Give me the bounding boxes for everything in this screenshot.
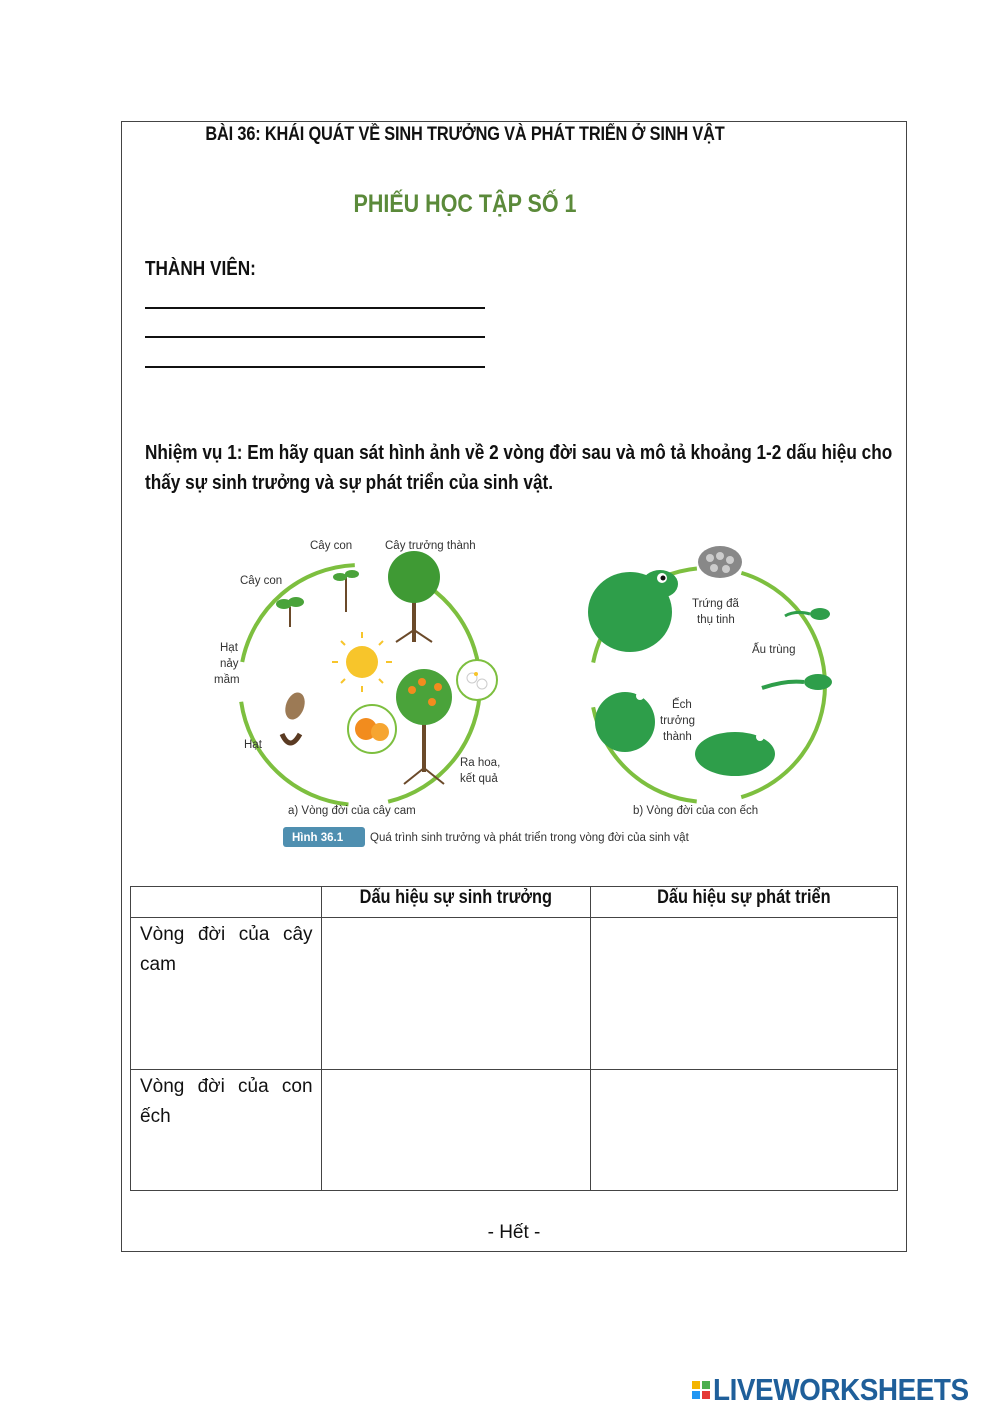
member-name-line-3[interactable] [145, 366, 485, 368]
life-cycle-figure [200, 522, 840, 852]
frog-eggs-icon [698, 546, 742, 578]
row-label-orange: Vòng đời của cây cam [131, 918, 322, 1070]
label-adult-1: Ếch [672, 699, 692, 711]
orange-cycle-caption: a) Vòng đời của cây cam [288, 805, 416, 817]
label-flower-fruit-1: Ra hoa, [460, 757, 501, 769]
label-adult-3: thành [663, 731, 692, 743]
table-header-row [131, 887, 898, 918]
label-seedling-top: Cây con [310, 540, 353, 552]
label-eggs-2: thụ tinh [697, 614, 735, 626]
figure-caption: Quá trình sinh trưởng và phát triển trong vòng đời của sinh vật [370, 832, 689, 844]
label-seed: Hạt [244, 739, 262, 751]
end-mark: - Hết - [487, 1222, 541, 1243]
label-mature-tree: Cây trưởng thành [385, 540, 476, 552]
label-germinating-2: nảy [220, 658, 239, 670]
orange-fruit-icon [348, 705, 396, 753]
label-germinating-3: mầm [214, 674, 240, 686]
table-header-development: Dấu hiệu sự phát triển [591, 887, 898, 918]
frog-life-cycle [588, 546, 832, 817]
answer-cell-frog-development[interactable] [591, 1070, 898, 1191]
table-row [131, 1070, 898, 1191]
seed-icon [282, 690, 308, 743]
growth-development-table [130, 886, 898, 1191]
answer-cell-orange-development[interactable] [591, 918, 898, 1070]
label-eggs-1: Trứng đã [692, 598, 739, 610]
table-row [131, 918, 898, 1070]
flower-icon [457, 660, 497, 700]
figure-number: Hình 36.1 [292, 832, 344, 844]
answer-cell-orange-growth[interactable] [321, 918, 591, 1070]
lesson-title: BÀI 36: KHÁI QUÁT VỀ SINH TRƯỞNG VÀ PHÁT TRIỂN Ở SINH VẬT [205, 124, 725, 145]
worksheet-title: PHIẾU HỌC TẬP SỐ 1 [353, 190, 577, 218]
task-instruction: Nhiệm vụ 1: Em hãy quan sát hình ảnh về 2 vòng đời sau và mô tả khoảng 1-2 dấu hiệu cho thấy sự sinh trưởng và sự phát triển của sinh vật. [145, 442, 893, 494]
liveworksheets-brand[interactable] [692, 1372, 997, 1408]
fruiting-tree-icon [396, 669, 452, 784]
mature-tree-icon [388, 551, 440, 642]
row-label-frog: Vòng đời của con ếch [131, 1070, 322, 1191]
seedling-icon [276, 570, 359, 627]
table-header-empty [131, 887, 322, 918]
adult-frog-icon [588, 570, 678, 652]
member-name-line-1[interactable] [145, 307, 485, 309]
label-larva: Ấu trùng [752, 644, 796, 656]
orange-life-cycle [214, 540, 500, 817]
label-adult-2: trưởng [660, 715, 696, 727]
frog-cycle-caption: b) Vòng đời của con ếch [633, 805, 759, 817]
label-germinating-1: Hạt [220, 642, 238, 654]
member-name-line-2[interactable] [145, 336, 485, 338]
members-label: THÀNH VIÊN: [145, 258, 256, 280]
sun-icon [332, 632, 392, 692]
brand-name: LIVEWORKSHEETS [713, 1372, 969, 1407]
liveworksheets-logo-icon [692, 1381, 710, 1399]
answer-cell-frog-growth[interactable] [321, 1070, 591, 1191]
label-flower-fruit-2: kết quả [460, 773, 498, 785]
label-seedling-left: Cây con [240, 575, 283, 587]
table-header-growth: Dấu hiệu sự sinh trưởng [321, 887, 591, 918]
